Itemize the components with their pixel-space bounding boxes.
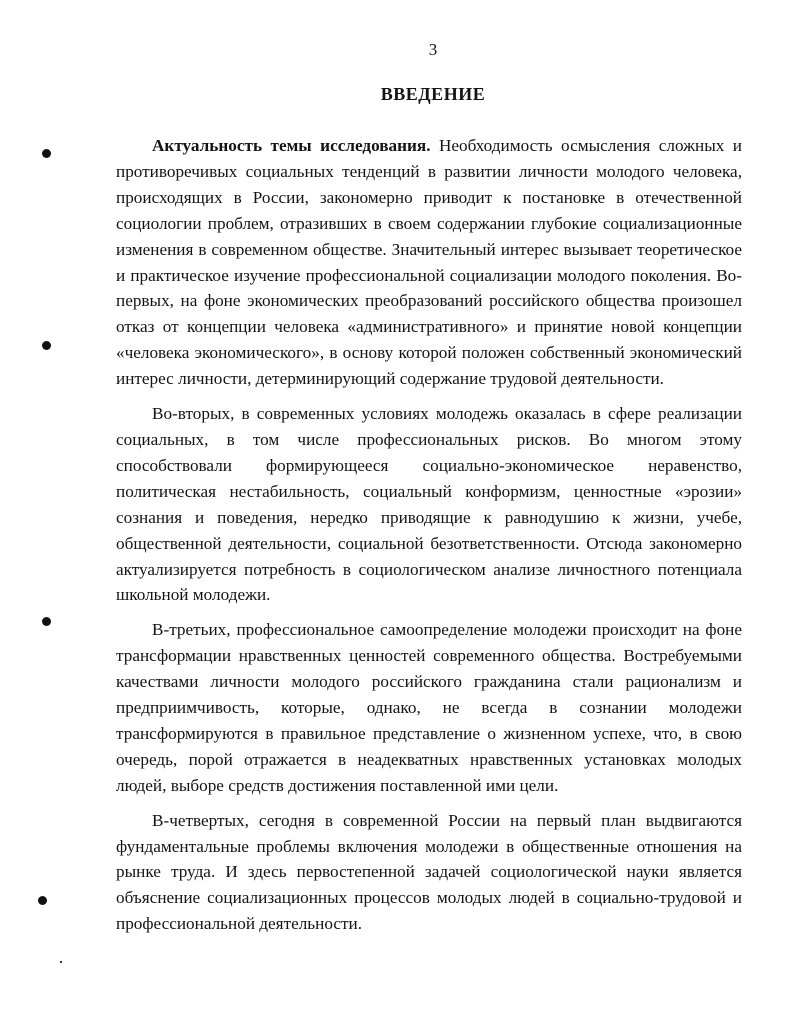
paragraph-lead: Актуальность темы исследования. — [152, 136, 431, 155]
paragraph-4: В-четвертых, сегодня в современной России на первый план выдвигаются фундаментальные проблемы включения молодежи в общественные отношения на рынке труда. И здесь первостепенной задачей социологической науки является объяснение социализационных процессов молодых людей в социально-трудовой и профессиональной деятельности. — [116, 810, 742, 934]
binder-hole-mark — [42, 617, 51, 626]
binder-hole-mark — [38, 896, 47, 905]
body-text — [116, 133, 742, 937]
paragraph-text: Необходимость осмысления сложных и противоречивых социальных тенденций в развитии личности молодого человека, происходящих в России, закономерно приводит к постановке в отечественной социологии проблем, отразивших в своем содержании глубокие социализационные изменения в современном обществе. Значительный интерес вызывает теоретическое и практическое изучение профессиональной социализации молодого поколения. Во-первых, на фоне экономических преобразований российского общества произошел отказ от концепции человека «административного» и принятие новой концепции «человека экономического», в основу которой положен собственный экономический интерес личности, детерминирующий содержание трудовой деятельности. — [116, 136, 743, 389]
binder-hole-mark — [42, 149, 51, 158]
paragraph-2: Во-вторых, в современных условиях молодежь оказалась в сфере реализации социальных, в том числе профессиональных рисков. Во многом этому способствовали формирующееся социально-экономическое неравенство, политическая нестабильность, социальный конформизм, ценностные «эрозии» сознания и поведения, нередко приводящие к равнодушию к жизни, учебе, общественной деятельности, социальной безответственности. Отсюда закономерно актуализируется потребность в социологическом анализе личностного потенциала школьной молодежи. — [116, 404, 742, 605]
section-title: ВВЕДЕНИЕ — [380, 84, 486, 104]
page-number: 3 — [428, 40, 438, 59]
paragraph-3: В-третьих, профессиональное самоопределение молодежи происходит на фоне трансформации нравственных ценностей современного общества. Востребуемыми качествами личности молодого российского гражданина стали рационализм и предприимчивость, которые, однако, не всегда в сознании молодежи трансформируются в правильное представление о жизненном успехе, что, в свою очередь, порой отражается в неадекватных нравственных установках молодых людей, выборе средств достижения поставленной ими цели. — [116, 620, 742, 795]
scan-speck — [60, 961, 62, 963]
binder-hole-mark — [42, 341, 51, 350]
paragraph-1 — [116, 133, 742, 392]
